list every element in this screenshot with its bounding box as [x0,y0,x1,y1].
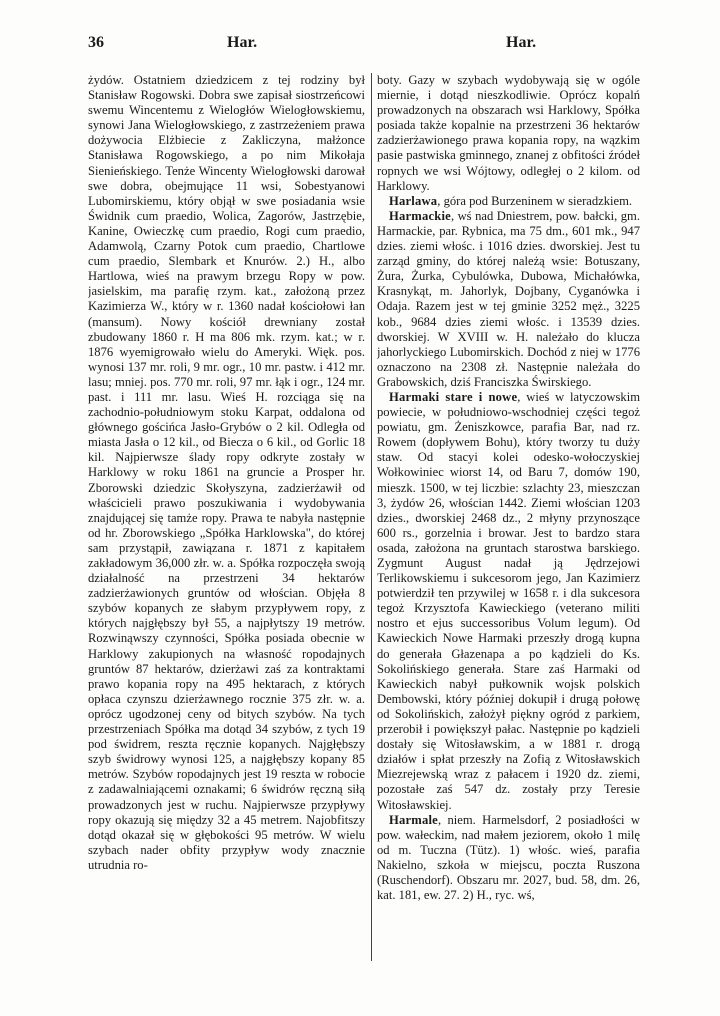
entry-harmale [377,813,640,904]
left-column [88,73,365,963]
page-header [88,34,640,54]
left-paragraph: żydów. Ostatniem dziedzicem z tej rodziny był Stanisław Rogowski. Dobra swe zapisał siostrzeńcowi swemu Wincentemu z Wielogłów Wielogłowskiemu, synowi Jana Wielogłowskiego, z zastrzeżeniem prawa dożywocia Elżbiecie z Zakliczyna, małżonce Stanisława Rogowskiego, a po nim Mikołaja Sienieńskiego. Tenże Wincenty Wielogłowski darował swe dobra, obejmujące 11 wsi, Sobestyanowi Lubomirskiemu, który objął w swe posiadania wsie Świdnik cum praedio, Wolica, Zagorów, Jastrzębie, Kanine, Owieczkę cum praedio, Rogi cum praedio, Adamwolą, Czarny Potok cum praedio, Chartlowe cum praedio, Slembark et Knurów. 2.) H., albo Hartlowa, wieś na prawym brzegu Ropy w pow. jasielskim, ma parafię rzym. kat., założoną przez Kazimierza W., który w r. 1360 nadał kościołowi łan (mansum). Nowy kościół drewniany został zbudowany 1860 r. H ma 806 mk. rzym. kat.; w r. 1876 wyemigrowało wielu do Ameryki. Więk. pos. wynosi 137 mr. roli, 9 mr. ogr., 10 mr. pastw. i 412 mr. lasu; mniej. pos. 770 mr. roli, 97 mr. łąk i ogr., 124 mr. past. i 111 mr. lasu. Wieś H. rozciąga się na zachodnio-południowym stoku Karpat, oddalona od głównego gościńca Jasło-Grybów o 2 kil. Odległa od miasta Jasła o 12 kil., od Biecza o 6 kil., od Gorlic 18 kil. Najpierwsze ślady ropy odkryte zostały w Harklowy w roku 1861 na gruncie a Prosper hr. Zborowski dziedzic Skołyszyna, zadzierżawił od właścicieli prawo poszukiwania i wydobywania znajdującej się tamże ropy. Prawa te nabyła następnie od hr. Zborowskiego „Spółka Harklowska", do której sam przystąpił, zawiązana r. 1871 z kapitałem zakładowym 36,000 złr. w. a. Spółka rozpoczęła swoją działalność na przestrzeni 34 hektarów zadzierżawionych gruntów od włościan. Objęła 8 szybów kopanych ze słabym przypływem ropy, z których najgłębszy był 55, a najpłytszy 19 metrów. Rozwinąwszy czynności, Spółka posiada obecnie w Harklowy zakupionych na własność ropodajnych gruntów 87 hektarów, dzierżawi zaś za kontraktami prawo kopania ropy na 495 hektarach, z których opłaca czynszu dzierżawnego rocznie 375 złr. w. a. oprócz ugodzonej ceny od bitych szybów. Na tych przestrzeniach Spółka ma dotąd 34 szybów, z tych 19 pod świdrem, reszta ręcznie kopanych. Najgłębszy szyb świdrowy wynosi 125, a najgłębszy kopany 85 metrów. Szybów ropodajnych jest 19 reszta w robocie z zadawalniającemi oznakami; 6 świdrów ręczną siłą prowadzonych jest w ruchu. Najpierwsze przypływy ropy okazują się między 32 a 45 metrem. Najobfitszy dotąd okazał się w głębokości 95 metrów. W wielu szybach nader obfity przypływ wody znacznie utrudnia ro- [88,73,365,872]
entry-headword: Harlawa [389,193,438,208]
running-head-left: Har. [227,34,258,51]
page-number: 36 [88,34,104,51]
entry-text: , niem. Harmelsdorf, 2 posiadłości w pow. wałeckim, nad małem jeziorem, około 1 milę od m. Tuczna (Tütz). 1) włośc. wieś, parafia Nakielno, szkoła w miejscu, poczta Ruszona (Ruschendorf). Obszaru mr. 2027, bud. 58, dm. 26, kat. 181, ew. 27. 2) H., ryc. wś, [377,812,640,903]
entry-text: , góra pod Burzeninem w sieradzkiem. [437,193,633,208]
entry-harmaki [377,390,640,813]
entry-harmackie [377,209,640,390]
entry-headword: Harmale [389,812,438,827]
entry-harlawa [377,194,640,209]
entry-headword: Harmaki stare i nowe [389,389,518,404]
entry-headword: Harmackie [389,208,451,223]
right-column [377,73,640,963]
column-divider [371,73,372,961]
entry-text: , wieś w latyczowskim powiecie, w południowo-wschodniej części tegoż powiatu, gm. Żeniszkowce, parafia Bar, nad rz. Rowem (dopływem Bohu), który tworzy tu duży staw. Od stacyi kolei odesko-wołoczyskiej Wołkowiniec wiorst 14, od Baru 7, domów 190, mieszk. 1500, w tej liczbie: szlachty 23, mieszczan 3, żydów 26, włościan 1442. Ziemi włościan 1203 dzies., dworskiej 2468 dz., 2 młyny przynoszące 600 rs., gorzelnia i browar. Jest to bardzo stara osada, założona na gruntach starostwa barskiego. Zygmunt August nadał ją Jędrzejowi Terlikowskiemu i sukcesorom jego, Jan Kazimierz potwierdził ten przywilej w 1658 r. i dla sukcesora tegoż Krzysztofa Kawieckiego (veterano militi nostro et ejus successoribus Volum legum). Od Kawieckich Nowe Harmaki przeszły drogą kupna do generała Głazenapa a po kądzieli do Ks. Sokolińskiego generała. Stare zaś Harmaki od Kawieckich nabył pułkownik wojsk polskich Dembowski, który później dokupił i drugą połowę od Sokolińskich, założył piękny ogród z parkiem, przerobił i powiększył pałac. Następnie po kądzieli dostały się Witosławskim, a w 1881 r. drogą działów i spłat przeszły na Zofią z Witosławskich Miezrejewską wraz z pałacem i 1920 dz. ziemi, pozostałe zaś 547 dz. zostały przy Teresie Witosławskiej. [377,389,640,812]
running-head-right: Har. [506,34,537,51]
entry-text: , wś nad Dniestrem, pow. bałcki, gm. Harmackie, par. Rybnica, ma 75 dm., 601 mk., 947 dzies. ziemi włośc. i 1016 dzies. dworskiej. Jest tu zarząd gminy, do której należą wsie: Botuszany, Żura, Żurka, Cybulówka, Dubowa, Michałówka, Krasnykąt, m. Jahorlyk, Dojbany, Cyganówka i Odaja. Razem jest w tej gminie 3252 męż., 3225 kob., 9684 dzies ziemi włośc. i 13539 dzies. dworskiej. W XVIII w. H. należało do klucza jahorlyckiego Lubomirskich. Dochód z niej w 1776 oznaczono na 2308 zł. Następnie należała do Grabowskich, dziś Franciszka Świrskiego. [377,208,640,389]
entry-continuation: boty. Gazy w szybach wydobywają się w ogóle miernie, i dotąd nieszkodliwie. Oprócz kopalń prowadzonych na obszarach wsi Harklowy, Spółka posiada także kopalnie na przestrzeni 36 hektarów zadzierżawionego prawa kopania ropy, na wązkim pasie pastwiska gminnego, znanej z obfitości źródeł ropnych we wsi Wójtowy, odległej o 2 kilom. od Harklowy. [377,73,640,193]
